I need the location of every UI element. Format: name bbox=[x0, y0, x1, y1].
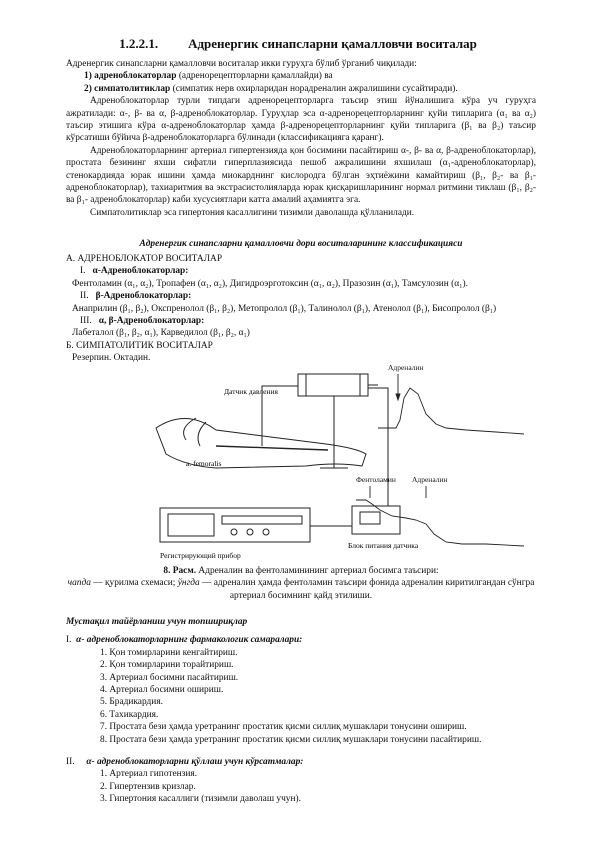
caption-left-desc: — қурилма схемаси; bbox=[90, 578, 178, 589]
list-item: 4. Артериал босимни ошириш. bbox=[100, 685, 224, 696]
group-1-title: 1) адреноблокаторлар bbox=[84, 71, 177, 82]
tasks-title: Мустақил тайёрланиш учун топшириқлар bbox=[66, 617, 248, 627]
classification-title bbox=[66, 238, 536, 250]
subgroup-2-num: II. bbox=[80, 291, 89, 302]
task-1-list bbox=[66, 647, 536, 746]
subgroup-1-num: I. bbox=[80, 266, 86, 277]
subgroup-1 bbox=[66, 265, 536, 277]
power-dial bbox=[360, 512, 380, 524]
paragraph-1: Адреноблокаторлар турли типдаги адренорецепторларга таъсир этиш йўналишига кўра уч гуруҳга ажратилади: α-, β- ва α, β-адреноблокаторлар. Гуруҳлар эса α-адренорецепторларнинг қуйи типларига (α₁ ва α₂) таъсир этишига кўра α-адреноблокаторлар ҳамда β-адренорецепторларнинг қуйи типларига (β₁ ва β₂) таъсир кўрсатиши бўйича β-адреноблокаторларга бўлинади (классификацияга қаранг). bbox=[66, 96, 536, 144]
subgroup-2-items: Анаприлин (β₁, β₂), Окспренолол (β₁, β₂), Метопролол (β₁), Талинолол (β₁), Атенолол (β₁), Бисопролол (β₁) bbox=[72, 303, 497, 314]
list-item: 3. Артериал босимни пасайтириш. bbox=[100, 672, 239, 683]
recorder-label: Регистрирующий прибор bbox=[160, 551, 241, 560]
power-label: Блок питания датчика bbox=[348, 541, 419, 550]
group-2-title: 2) симпатолитиклар bbox=[84, 83, 171, 94]
apparatus-diagram bbox=[156, 374, 400, 542]
subgroup-3-num: III. bbox=[80, 316, 92, 327]
caption-label: 8. Расм. bbox=[163, 566, 197, 576]
list-item: 7. Простата бези ҳамда уретранинг простатик қисми силлиқ мушаклари тонусини ошириш. bbox=[100, 722, 467, 733]
classification-title-text: Адренергик синапсларни қамалловчи дори воситаларининг классификацияси bbox=[139, 239, 463, 249]
list-item: 6. Тахикардия. bbox=[100, 709, 159, 720]
intro-block bbox=[66, 58, 536, 219]
section-number: 1.2.2.1. bbox=[119, 36, 159, 51]
paragraph-3: Симпатолитиклар эса гипертония касаллигини тизимли даволашда қўлланилади. bbox=[90, 207, 415, 218]
recorder-screen bbox=[168, 514, 214, 536]
caption-line-1 bbox=[66, 565, 536, 577]
recorder-knob bbox=[263, 529, 269, 535]
task-2-header bbox=[66, 756, 536, 768]
figure-caption bbox=[66, 565, 536, 602]
section-title bbox=[0, 38, 596, 50]
task-2-list bbox=[66, 768, 536, 805]
task-1-num: I. bbox=[66, 635, 72, 646]
section-title-text: Адренергик синапсларни қамалловчи воситалар bbox=[188, 36, 477, 51]
subgroup-3 bbox=[66, 315, 536, 327]
trace-1-arrowhead bbox=[396, 394, 400, 400]
list-item: 1. Қон томирларини кенгайтириш. bbox=[100, 647, 238, 658]
classification-list bbox=[66, 253, 536, 365]
list-item: 3. Гипертония касаллиги (тизимли даволаш учун). bbox=[100, 794, 301, 805]
task-1-header bbox=[66, 634, 536, 646]
list-item: 2. Қон томирларини торайтириш. bbox=[100, 660, 234, 671]
recorder-knob bbox=[231, 529, 237, 535]
caption-right-desc: — адреналин ҳамда фентоламин таъсири фонида адреналин киритилгандан сўнгра артериал босимнинг қайд этилиши. bbox=[199, 578, 535, 601]
trace-1-label: Адреналин bbox=[388, 363, 424, 372]
caption-text: Адреналин ва фентоламинининг артериал босимга таъсири: bbox=[196, 566, 439, 576]
femoral-artery bbox=[216, 446, 328, 450]
artery-label: a. femoralis bbox=[186, 459, 222, 468]
recorder-panel bbox=[222, 516, 302, 524]
subgroup-3-items: Лабеталол (β₁, β₂, α₁), Карведилол (β₁, β₂, α₁) bbox=[72, 328, 250, 339]
group-2-desc: (симпатик нерв охирларидан норадреналин ажралишини сусайтиради). bbox=[170, 83, 458, 94]
recorder-device bbox=[160, 508, 310, 542]
list-item: 2. Гипертензив кризлар. bbox=[100, 781, 196, 792]
subgroup-3-title: α, β-Адреноблокаторлар: bbox=[98, 316, 205, 327]
trace-2 bbox=[356, 500, 524, 546]
caption-left: чапда bbox=[67, 578, 91, 589]
power-unit bbox=[352, 506, 400, 534]
caption-line-2 bbox=[66, 577, 536, 602]
list-item: 8. Простата бези ҳамда уретранинг простатик қисми силлиқ мушаклари тонусини пасайтириш. bbox=[100, 734, 482, 745]
group-1 bbox=[66, 70, 536, 82]
subgroup-1-title: α-Адреноблокаторлар: bbox=[92, 266, 189, 277]
intro-text: Адренергик синапсларни қамалловчи воситалар икки гуруҳга бўлиб ўрганиб чиқилади: bbox=[66, 59, 417, 69]
group-2 bbox=[66, 83, 536, 95]
trace-2b-label: Адреналин bbox=[412, 475, 448, 484]
section-b-items: Резерпин. Октадин. bbox=[72, 353, 151, 364]
pressure-traces bbox=[356, 363, 524, 546]
list-item: 5. Брадикардия. bbox=[100, 697, 163, 708]
list-item: 1. Артериал гипотензия. bbox=[100, 769, 198, 780]
subgroup-1-items: Фентоламин (α₁, α₂), Тропафен (α₁, α₂), Дигидроэрготоксин (α₁, α₂), Празозин (α₁), Тамсулозин (α₁). bbox=[72, 278, 468, 289]
cable bbox=[368, 388, 388, 506]
subgroup-2 bbox=[66, 290, 536, 302]
recorder-knob bbox=[247, 529, 253, 535]
section-b: Б. СИМПАТОЛИТИК ВОСИТАЛАР bbox=[66, 340, 213, 351]
figure-8 bbox=[66, 358, 536, 566]
section-a: А. АДРЕНОБЛОКАТОР ВОСИТАЛАР bbox=[66, 254, 223, 264]
task-2-title: α- адреноблокаторларни қўллаш учун кўрсатмалар: bbox=[86, 757, 304, 768]
subgroup-2-title: β-Адреноблокаторлар: bbox=[95, 291, 192, 302]
trace-2a-label: Фентоламин bbox=[356, 475, 396, 484]
sensor-label: Датчик давления bbox=[224, 387, 278, 396]
pressure-sensor bbox=[298, 374, 368, 396]
caption-right: ўнгда bbox=[177, 578, 200, 589]
tasks bbox=[66, 616, 536, 806]
paragraph-2: Адреноблокаторларнинг артериал гипертензияда қон босимини пасайтириш α-, β- ва α, β-адреноблокаторлар), простата безининг яхши сифатли гиперплазиясида пешоб ажралишини яхшилаш (α₁-адреноблокаторлар), стенокардияда юрак ишини ҳамда миокарднинг кислородга бўлган эҳтиёжини камайтириш (β₁, β₂- ва β₁- адреноблокаторлар), тахиаритмия ва экстрасистолияларда юрак қисқаришларининг нормал ритмини тиклаш (β₁, β₂- ва β₁- адреноблокаторлар) каби хусусиятлари катта амалий аҳамиятга эга. bbox=[66, 145, 536, 206]
task-2-num: II. bbox=[66, 757, 75, 768]
group-1-desc: (адренорецепторларни қамаллайди) ва bbox=[176, 71, 333, 82]
task-1-title: α- адреноблокаторларнинг фармакологик самаралари: bbox=[76, 635, 303, 646]
